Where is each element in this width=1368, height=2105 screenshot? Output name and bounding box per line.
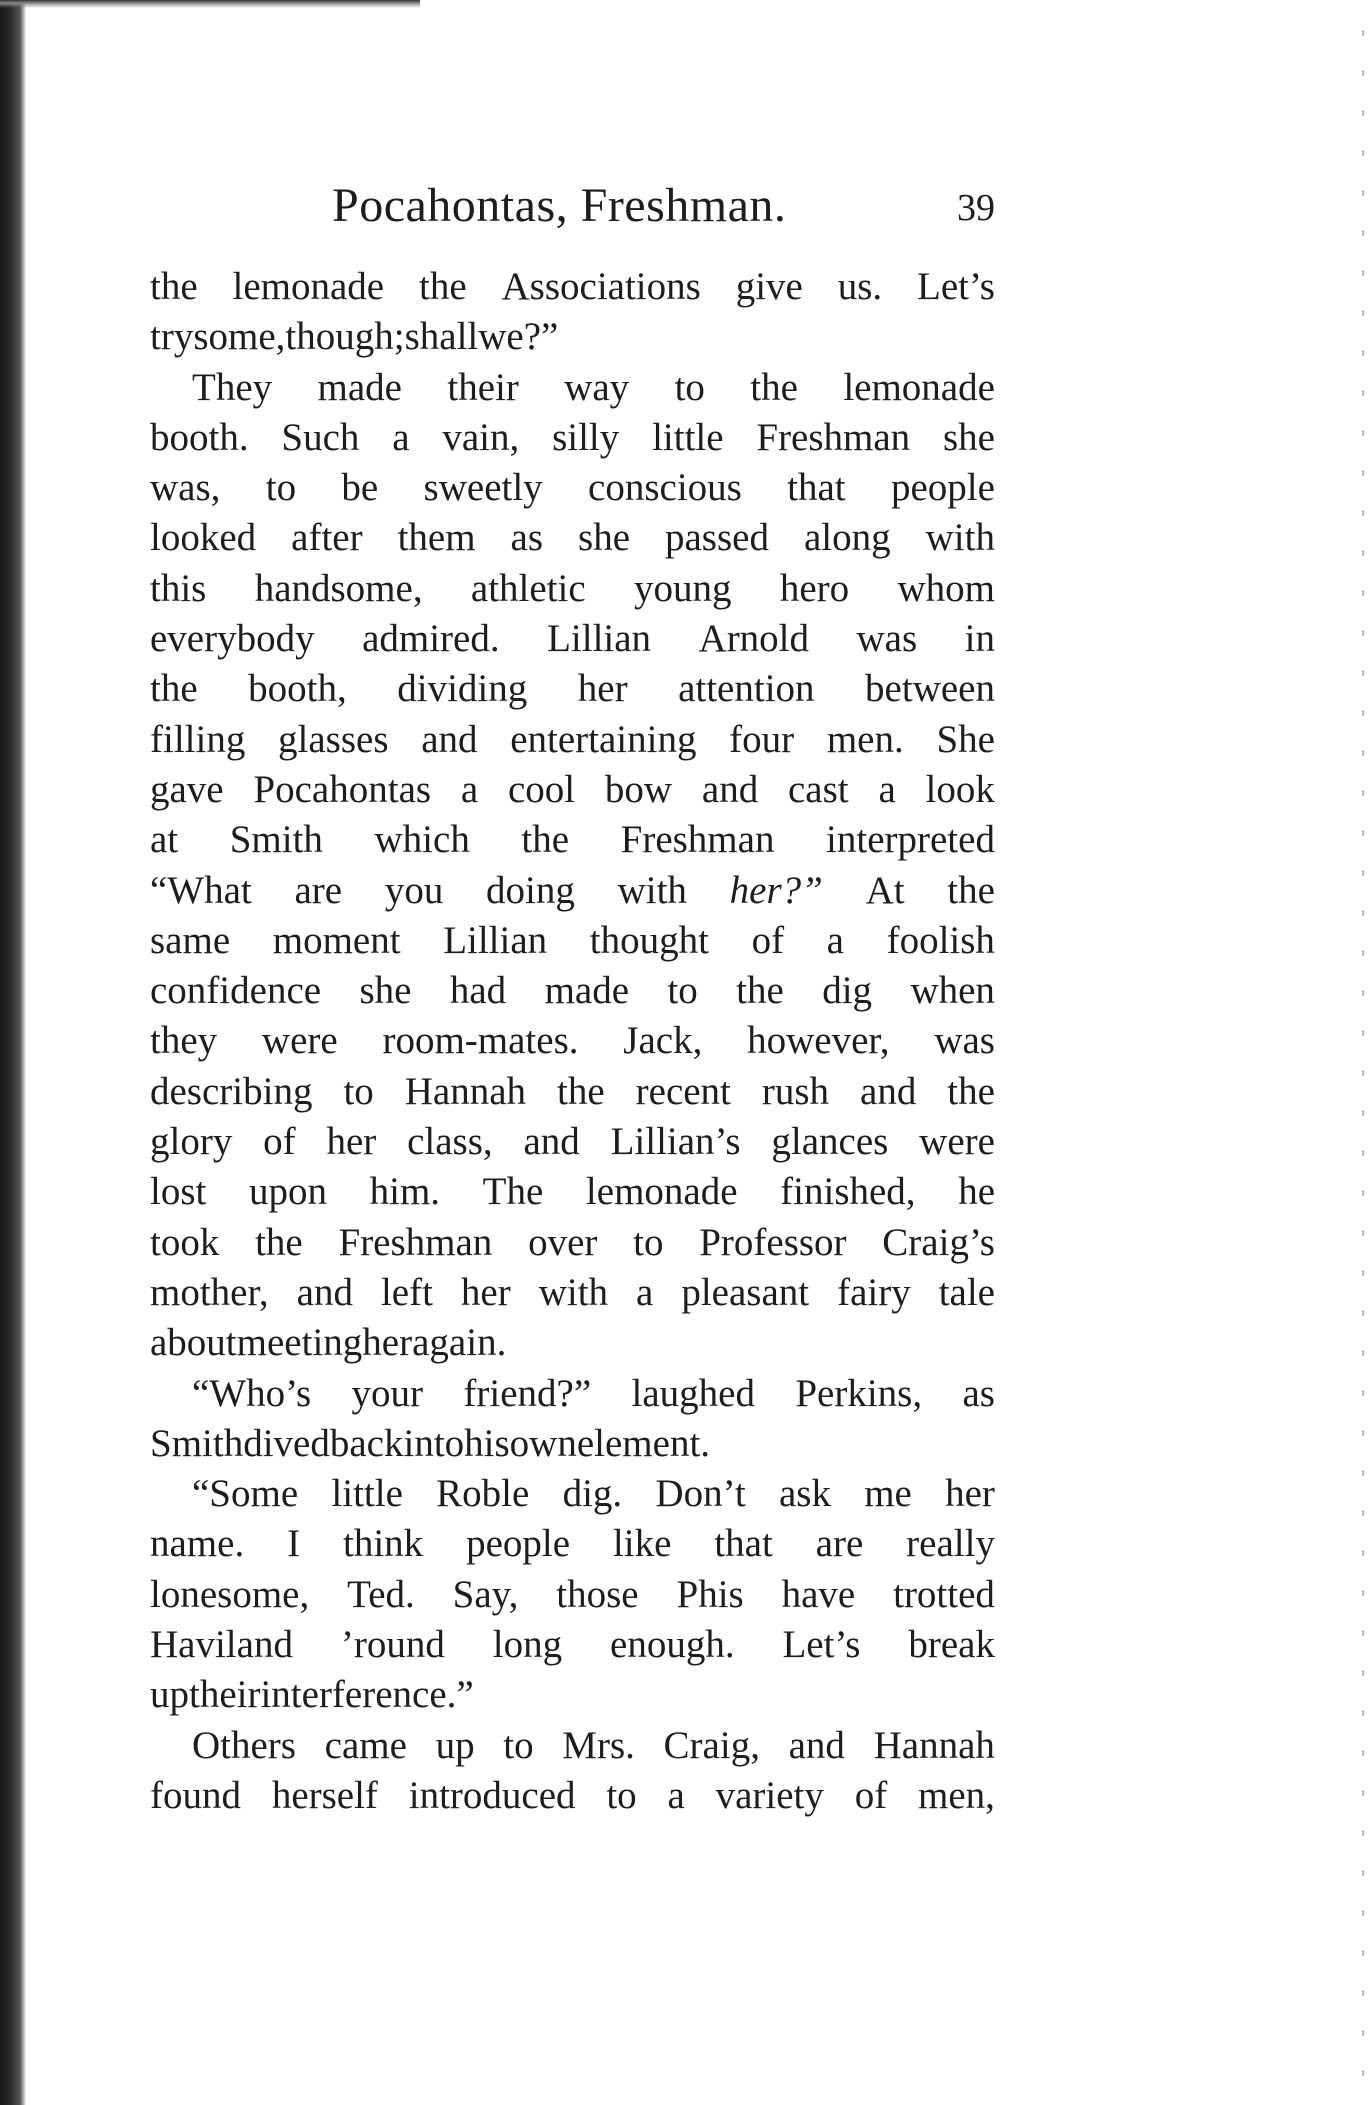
word: herself [271,1773,378,1817]
right-edge-specks [1362,30,1364,2100]
word: I [287,1522,301,1566]
word: they [150,1019,218,1063]
word: “What [150,868,252,912]
word: really [906,1522,995,1566]
text-line [150,1519,995,1569]
word: her [460,1270,511,1314]
word: which [374,818,470,862]
word: passed [665,516,769,560]
word: her?” [729,868,823,912]
word: little [331,1472,403,1516]
word: the [750,365,798,409]
word: some, [193,315,286,359]
word: and [788,1723,845,1767]
text-line [150,262,995,312]
word: men. [826,717,904,761]
word: own [509,1421,577,1465]
text-line [150,513,995,563]
word: about [150,1321,237,1365]
word: Roble [436,1472,530,1516]
word: Say, [452,1572,519,1616]
word: made [317,365,402,409]
word: meeting [236,1321,363,1365]
word: everybody [150,617,315,661]
word: to [503,1723,534,1767]
word: trotted [893,1572,995,1616]
word: “Some [192,1472,299,1516]
word: of [751,918,785,962]
word: describing [150,1069,313,1113]
word: lemonade [843,365,995,409]
word: lemonade [232,265,385,308]
word: Phis [676,1572,744,1616]
word: people [466,1522,571,1566]
word: dividing [397,667,528,711]
word: was, [150,466,221,510]
word: silly [552,415,620,459]
word: her [326,1120,377,1164]
word: when [910,969,995,1013]
word: Freshman [338,1220,493,1264]
word: the [150,265,198,308]
word: as [510,516,544,560]
word: Haviland [150,1623,293,1667]
word: bow [604,767,673,811]
word: They [192,365,273,409]
word: name. [150,1522,245,1566]
book-spine-shadow [0,0,26,2105]
word: had [449,969,507,1013]
word: are [815,1522,864,1566]
text-line [150,1117,995,1167]
word: were [919,1120,995,1164]
word: took [150,1220,220,1264]
word: moment [272,918,401,962]
word: finished, [780,1170,916,1214]
word: glory [150,1120,233,1164]
word: Let’s [782,1623,861,1667]
word: us. [837,265,883,308]
word: Others [192,1723,296,1767]
word: cool [507,767,576,811]
word: way [564,365,630,409]
word: with [925,516,995,560]
word: those [556,1572,639,1616]
word: Professor [699,1220,847,1264]
word: with [617,868,687,912]
word: friend?” [463,1371,592,1415]
word: foolish [886,918,995,962]
word: them [397,516,476,560]
body-text [150,262,995,1821]
word: of [263,1120,296,1164]
word: a [667,1773,685,1817]
word: sweetly [423,466,543,510]
text-line [150,1620,995,1670]
word: have [781,1572,856,1616]
word: looked [150,516,257,560]
word: to [265,466,297,510]
word: in [964,617,995,661]
word: booth, [248,667,347,711]
word: filling [150,717,246,761]
word: cast [788,767,849,811]
word: Ted. [347,1572,415,1616]
text-line [150,1016,995,1066]
word: and [701,767,759,811]
word: and [860,1069,917,1113]
word: laughed [631,1371,755,1415]
word: athletic [470,566,586,610]
text-line [150,765,995,815]
word: that [787,466,846,510]
word: look [925,767,995,811]
word: Such [281,415,360,459]
word: try [150,315,194,359]
word: Don’t [655,1472,746,1516]
word: mother, [150,1270,269,1314]
word: that [714,1522,773,1566]
word: dived [243,1421,330,1465]
word: upon [248,1170,327,1214]
word: interpreted [826,818,995,862]
word: the [255,1220,303,1264]
word: lemonade [585,1170,738,1214]
word: pleasant [681,1270,810,1314]
word: you [384,868,444,912]
word: “Who’s [192,1371,312,1415]
word: his [464,1421,510,1465]
word: him. [369,1170,441,1214]
text-line [150,1469,995,1519]
word: with [538,1270,609,1314]
word: dig [822,969,873,1013]
text-line [150,1167,995,1217]
word: think [343,1522,424,1566]
word: Lillian [547,617,652,661]
word: he [958,1170,995,1214]
word: ask [778,1472,831,1516]
word: enough. [610,1623,735,1667]
word: Freshman [620,818,775,862]
word: vain, [442,415,520,459]
word: up [150,1673,189,1717]
word: up [435,1723,475,1767]
text-line [150,916,995,966]
text-line [150,966,995,1016]
word: the [521,818,570,862]
word: Associations [501,265,701,308]
word: back [329,1421,404,1465]
word: are [294,868,343,912]
text-line [150,1369,995,1419]
word: fairy [837,1270,911,1314]
word: she [359,969,412,1013]
text-line [150,866,995,916]
text-line [150,1771,995,1821]
page-number: 39 [957,187,995,229]
word: a [392,415,410,459]
word: a [636,1270,654,1314]
word: again. [412,1321,507,1365]
text-line [150,1570,995,1620]
word: conscious [588,466,742,510]
word: give [735,265,803,308]
word: made [544,969,630,1013]
word: Freshman [756,415,911,459]
word: a [826,918,844,962]
word: doing [486,868,575,912]
word: Pocahontas [253,767,432,811]
word: their [447,365,519,409]
word: your [351,1371,424,1415]
word: her [362,1321,413,1365]
word: as [962,1371,995,1415]
page-header [150,178,995,248]
word: of [854,1773,888,1817]
text-line [150,312,995,362]
word: Smith [229,818,323,862]
word: element. [576,1421,711,1465]
word: thought [589,918,709,962]
word: dig. [562,1472,623,1516]
word: Hannah [873,1723,995,1767]
word: long [492,1623,563,1667]
word: rush [761,1069,830,1113]
word: the [947,868,995,912]
word: however, [747,1019,890,1063]
text-line [150,1067,995,1117]
word: men, [918,1773,995,1817]
word: to [674,365,705,409]
word: the [947,1069,995,1113]
word: this [150,566,207,610]
word: Smith [150,1421,244,1465]
word: whom [897,566,995,610]
word: though; [285,315,405,359]
word: Arnold [698,617,810,661]
word: Let’s [917,265,995,308]
word: interference.” [260,1673,474,1717]
word: glasses [278,717,389,761]
word: to [667,969,698,1013]
text-line [150,413,995,463]
text-line [150,564,995,614]
word: along [803,516,891,560]
word: Hannah [404,1069,527,1113]
word: The [482,1170,544,1214]
word: the [150,667,198,711]
word: variety [715,1773,824,1817]
word: same [150,918,231,962]
word: room-mates. [382,1019,579,1063]
word: hero [779,566,850,610]
text-line [150,614,995,664]
word: glances [771,1120,889,1164]
word: She [936,717,995,761]
word: shall [404,315,479,359]
word: like [612,1522,672,1566]
word: handsome, [254,566,423,610]
word: was [934,1019,995,1063]
word: between [865,667,995,711]
word: left [380,1270,433,1314]
word: the [557,1069,605,1113]
word: people [890,466,995,510]
running-title: Pocahontas, Freshman. [332,179,787,232]
word: a [460,767,479,811]
word: class, [407,1120,493,1164]
word: confidence [150,969,322,1013]
word: her [577,667,628,711]
word: booth. [150,415,249,459]
word: attention [678,667,815,711]
text-line [150,1318,995,1368]
word: their [189,1673,261,1717]
word: introduced [408,1773,576,1817]
word: Lillian [443,918,548,962]
word: were [261,1019,338,1063]
word: Craig’s [882,1220,995,1264]
word: four [729,717,795,761]
word: me [864,1472,912,1516]
word: at [150,818,179,862]
word: ’round [340,1623,445,1667]
text-line [150,715,995,765]
word: Lillian’s [610,1120,741,1164]
text-line [150,1670,995,1720]
text-line [150,363,995,413]
word: entertaining [510,717,697,761]
word: the [736,969,784,1013]
top-edge-shadow [0,0,420,8]
word: a [878,767,896,811]
word: Jack, [623,1019,703,1063]
word: Perkins, [795,1371,923,1415]
word: came [324,1723,407,1767]
word: to [606,1773,637,1817]
word: be [341,466,379,510]
word: admired. [362,617,500,661]
word: into [403,1421,465,1465]
word: young [634,566,732,610]
word: the [418,265,467,308]
word: to [343,1069,374,1113]
word: was [856,617,918,661]
word: she [943,415,995,459]
word: found [150,1773,241,1817]
word: At [865,868,905,912]
text-line [150,1721,995,1771]
text-line [150,1268,995,1318]
word: we?” [478,315,559,359]
word: lost [150,1170,207,1214]
word: break [908,1623,995,1667]
text-line [150,664,995,714]
word: little [652,415,724,459]
word: lonesome, [150,1572,310,1616]
text-line [150,463,995,513]
word: her [945,1472,995,1516]
word: and [296,1270,353,1314]
word: Craig, [663,1723,760,1767]
word: to [633,1220,664,1264]
word: after [291,516,363,560]
text-line [150,1218,995,1268]
word: tale [938,1270,995,1314]
text-line [150,1419,995,1469]
word: Mrs. [562,1723,635,1767]
text-line [150,815,995,865]
word: and [421,717,478,761]
word: she [578,516,631,560]
word: gave [150,767,224,811]
word: over [528,1220,598,1264]
word: recent [635,1069,731,1113]
word: and [523,1120,580,1164]
